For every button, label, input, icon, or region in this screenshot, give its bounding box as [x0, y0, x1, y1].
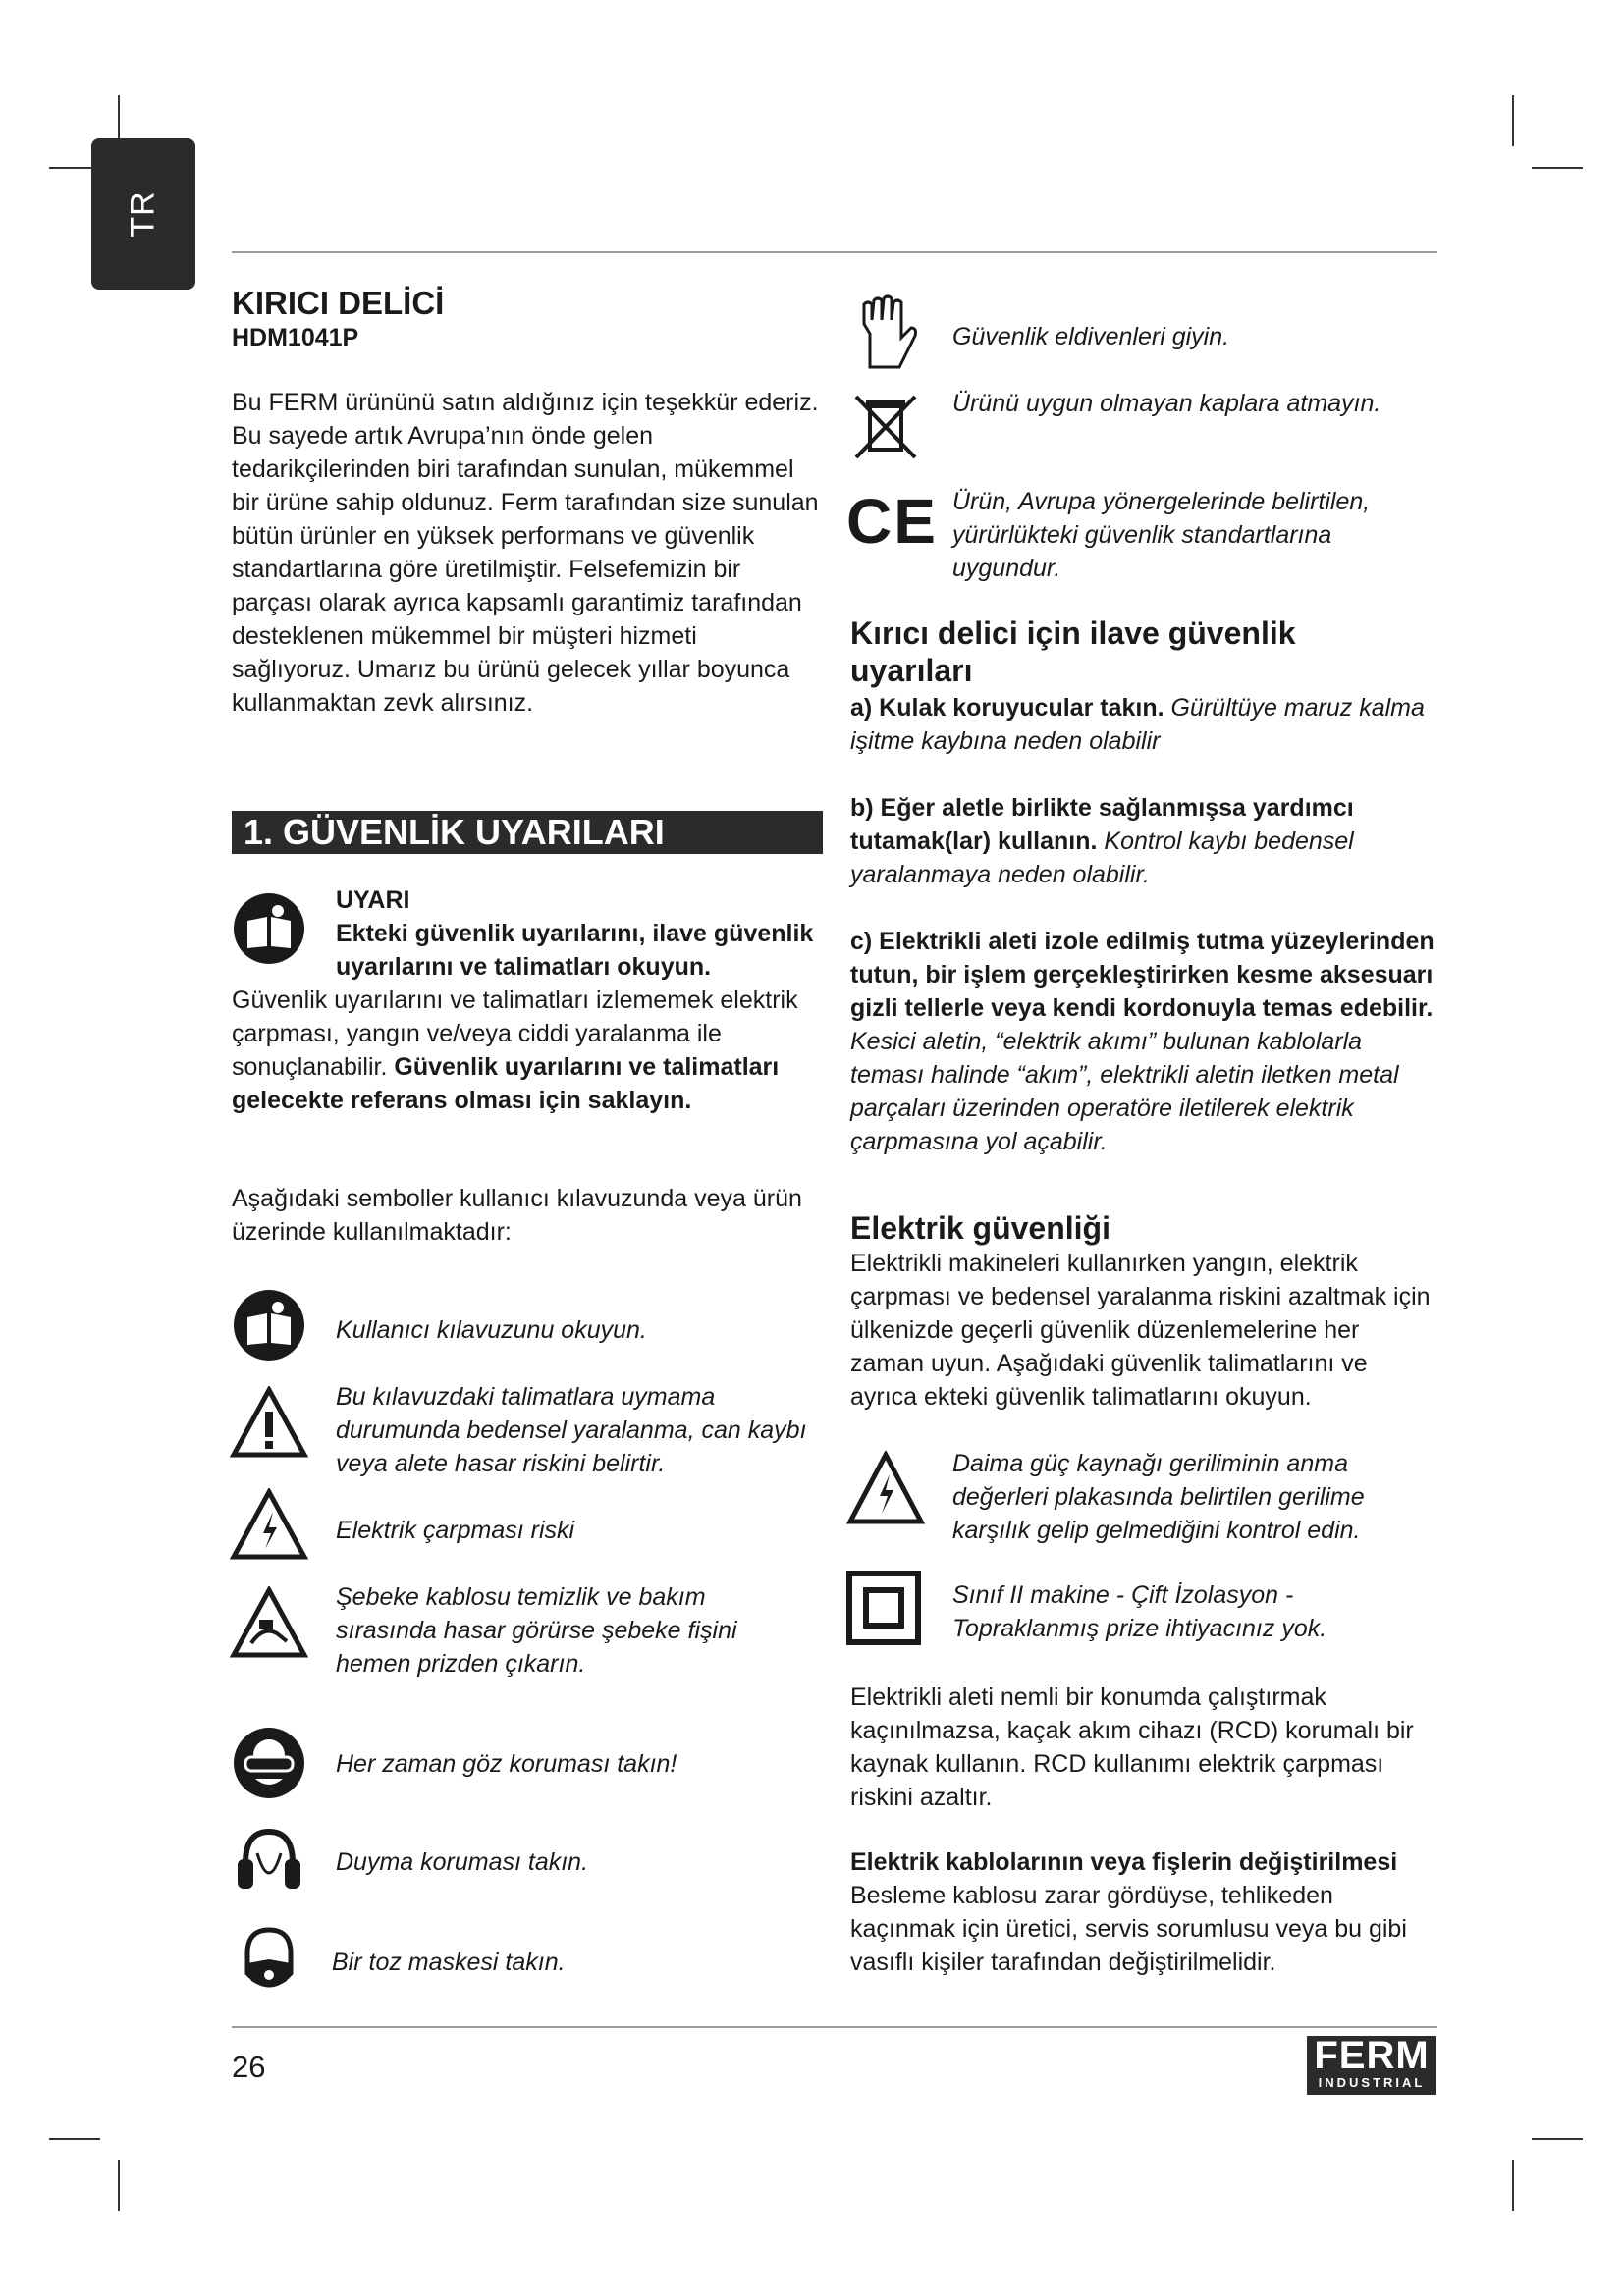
- ce-mark-icon: CE: [846, 486, 938, 557]
- language-label: TR: [124, 190, 162, 238]
- hearing-protection-icon: [232, 1824, 306, 1898]
- symbol-text-dust-mask: Bir toz maskesi takın.: [332, 1949, 566, 1976]
- gloves-icon: [850, 294, 921, 373]
- cable-heading: Elektrik kablolarının veya fişlerin değiştirilmesi: [850, 1848, 1398, 1876]
- symbols-intro: Aşağıdaki semboller kullanıcı kılavuzunda veya ürün üzerinde kullanılmaktadır:: [232, 1185, 802, 1246]
- left-column: [232, 285, 821, 720]
- warning-body: [232, 984, 821, 1117]
- symbol-text-eye-protection: Her zaman göz koruması takın!: [336, 1750, 677, 1778]
- cable-text: Besleme kablosu zarar gördüyse, tehlikeden kaçınmak için üretici, servis sorumlusu veya bu gibi vasıflı kişiler tarafından değiştirilmelidir.: [850, 1882, 1407, 1976]
- item-a: [850, 691, 1439, 758]
- logo-sub: INDUSTRIAL: [1318, 2075, 1426, 2090]
- intro-text: Bu FERM ürününü satın aldığınız için teşekkür ederiz. Bu sayede artık Avrupa’nın önde gelen tedarikçilerinden biri tarafından sunulan, mükemmel bir ürüne sahip oldunuz. Ferm tarafından size sunulan bütün ürünler en yüksek performans ve güvenlik standartlarına göre üretilmiştir. Felsefemizin bir parçası olarak ayrıca kapsamlı garantimiz tarafından desteklenen mükemmel bir müşteri hizmeti sağlıyoruz. Umarız bu ürünü gelecek yıllar boyunca kullanmaktan zevk alırsınız.: [232, 389, 819, 717]
- extra-warnings: [850, 614, 1439, 1158]
- symbol-text-unplug: Şebeke kablosu temizlik ve bakım sırasında hasar görürse şebeke fişini hemen prizden çıkarın.: [336, 1583, 737, 1678]
- class-ii-icon: [846, 1571, 921, 1645]
- rcd-text: Elektrikli aleti nemli bir konumda çalıştırmak kaçınılmazsa, kaçak akım cihazı (RCD) korumalı bir kaynak kullanın. RCD kullanımı elektrik çarpması riskini azaltır.: [850, 1683, 1414, 1811]
- eye-protection-icon: [232, 1726, 306, 1800]
- item-b-bold: b) Eğer aletle birlikte sağlanmışsa yardımcı tutamak(lar) kullanın.: [850, 794, 1354, 855]
- crop-mark: [49, 2138, 100, 2140]
- electric-safety: [850, 1209, 1439, 1414]
- electric-heading: Elektrik güvenliği: [850, 1210, 1110, 1246]
- section-heading: 1. GÜVENLİK UYARILARI: [232, 811, 823, 854]
- weee-bin-icon: [850, 393, 921, 461]
- symbol-text-gloves: Güvenlik eldivenleri giyin.: [952, 323, 1230, 350]
- crop-mark: [1512, 95, 1514, 146]
- ferm-logo: [1307, 2036, 1436, 2095]
- model-number: HDM1041P: [232, 324, 359, 351]
- dust-mask-icon: [232, 1924, 306, 1999]
- top-rule: [232, 251, 1437, 253]
- item-a-italic: Gürültüye maruz kalma işitme kaybına neden olabilir: [850, 694, 1425, 755]
- item-a-bold: a) Kulak koruyucular takın.: [850, 694, 1164, 721]
- warning-normal: Güvenlik uyarılarını ve talimatları izlememek elektrik çarpması, yangın ve/veya ciddi yaralanma ile sonuçlanabilir.: [232, 987, 798, 1081]
- warning-bold-1: Ekteki güvenlik uyarılarını, ilave güvenlik uyarılarını ve talimatları okuyun.: [336, 920, 814, 981]
- warning-block: [232, 883, 821, 984]
- electric-shock-icon: [230, 1488, 308, 1561]
- crop-mark: [1512, 2160, 1514, 2211]
- crop-mark: [1532, 167, 1583, 169]
- crop-mark: [118, 2160, 120, 2211]
- page-number: 26: [232, 2050, 266, 2084]
- cable-section: [850, 1845, 1439, 1979]
- symbol-text-electric-shock: Elektrik çarpması riski: [336, 1517, 575, 1544]
- bottom-rule: [232, 2026, 1437, 2028]
- logo-main: FERM: [1314, 2034, 1430, 2077]
- read-manual-icon: [232, 1288, 306, 1362]
- symbol-text-class-ii: Sınıf II makine - Çift İzolasyon - Topraklanmış prize ihtiyacınız yok.: [952, 1581, 1327, 1642]
- voltage-check-icon: [846, 1451, 925, 1525]
- crop-mark: [1532, 2138, 1583, 2140]
- page-title: KIRICI DELİCİ: [232, 285, 445, 321]
- symbol-text-voltage: Daima güç kaynağı geriliminin anma değerleri plakasında belirtilen gerilime karşılık gelip gelmediğini kontrol edin.: [952, 1450, 1365, 1544]
- item-b: [850, 791, 1439, 891]
- warning-label: UYARI: [336, 886, 410, 914]
- item-c: [850, 925, 1439, 1158]
- symbol-text-hearing-protection: Duyma koruması takın.: [336, 1848, 589, 1876]
- symbol-text-warning: Bu kılavuzdaki talimatlara uymama durumunda bedensel yaralanma, can kaybı veya alete hasar riskini belirtir.: [336, 1383, 807, 1477]
- item-c-italic: Kesici aletin, “elektrik akımı” bulunan kablolarla teması halinde “akım”, elektrikli aletin iletken metal parçaları üzerinden operatöre iletilerek elektrik çarpmasına yol açabilir.: [850, 1028, 1399, 1155]
- symbol-text-ce: Ürün, Avrupa yönergelerinde belirtilen, yürürlükteki güvenlik standartlarına uygundur.: [952, 488, 1371, 582]
- symbol-text-read-manual: Kullanıcı kılavuzunu okuyun.: [336, 1316, 647, 1344]
- warning-bold-2: Güvenlik uyarılarını ve talimatları gelecekte referans olması için saklayın.: [232, 1053, 780, 1114]
- item-c-bold: c) Elektrikli aleti izole edilmiş tutma yüzeylerinden tutun, bir işlem gerçekleştirirken kesme aksesuarı gizli tellerle veya kendi kordonuyla temas edebilir.: [850, 928, 1435, 1022]
- symbol-text-weee: Ürünü uygun olmayan kaplara atmayın.: [952, 390, 1381, 417]
- electric-text: Elektrikli makineleri kullanırken yangın, elektrik çarpması ve bedensel yaralanma riskini azaltmak için ülkenizde geçerli güvenlik düzenlemelerine her zaman uyun. Aşağıdaki güvenlik talimatlarını ve ayrıca ekteki güvenlik talimatlarını okuyun.: [850, 1250, 1431, 1411]
- warning-triangle-icon: [230, 1386, 308, 1459]
- language-tab: [91, 138, 195, 290]
- unplug-icon: [230, 1586, 308, 1659]
- extra-heading: Kırıcı delici için ilave güvenlik uyarıları: [850, 615, 1296, 688]
- item-b-italic: Kontrol kaybı bedensel yaralanmaya neden olabilir.: [850, 828, 1354, 888]
